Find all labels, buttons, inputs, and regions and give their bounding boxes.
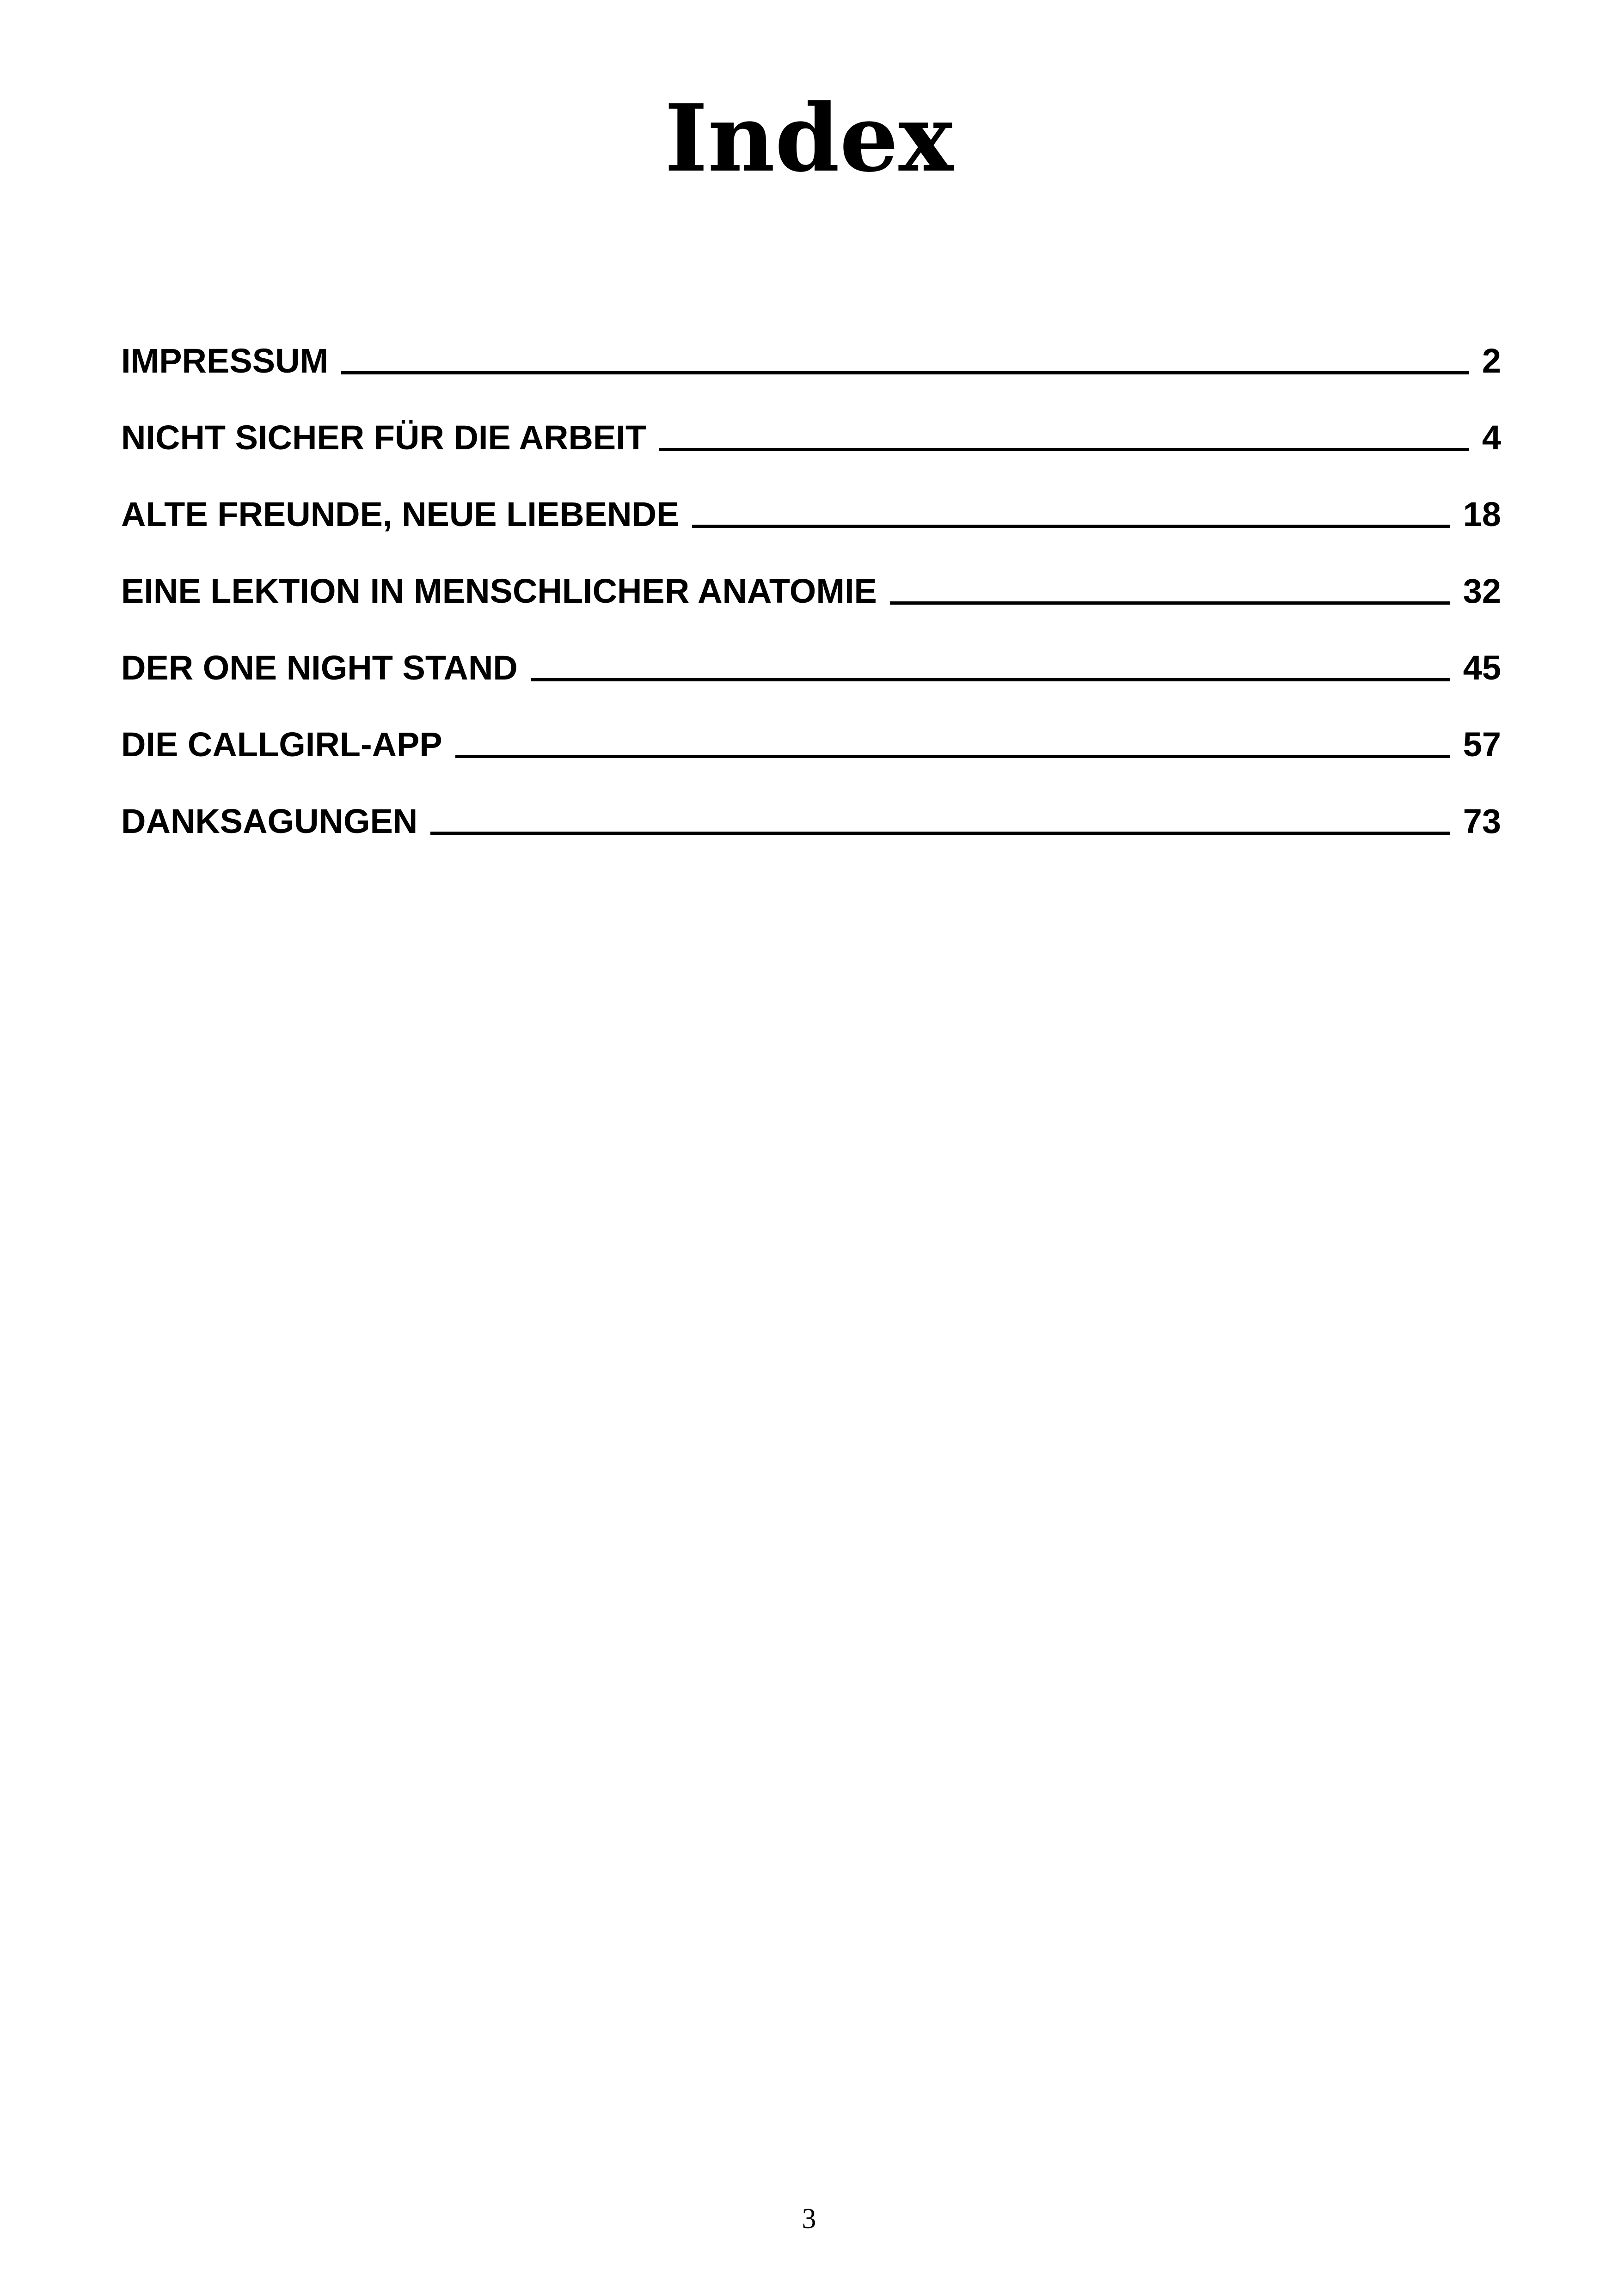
toc-entry-label: DANKSAGUNGEN: [121, 802, 418, 840]
toc-entry-page: 4: [1482, 418, 1501, 457]
toc-entry-page: 2: [1482, 342, 1501, 380]
toc-entry-nicht-sicher[interactable]: [121, 382, 1501, 459]
toc-entry-label: EINE LEKTION IN MENSCHLICHER ANATOMIE: [121, 572, 877, 610]
toc-entry-impressum[interactable]: [121, 305, 1501, 382]
toc-entry-label: NICHT SICHER FÜR DIE ARBEIT: [121, 418, 647, 457]
toc-entry-label: DER ONE NIGHT STAND: [121, 649, 518, 687]
toc-leader-line: [692, 525, 1450, 528]
page-title: Index: [664, 84, 954, 193]
page-number: 3: [802, 2203, 816, 2235]
toc-leader-line: [890, 601, 1450, 605]
toc-leader-line: [659, 448, 1469, 451]
toc-leader-line: [430, 832, 1450, 835]
toc-leader-line: [531, 678, 1450, 681]
toc-entry-one-night-stand[interactable]: [121, 612, 1501, 689]
toc-entry-callgirl-app[interactable]: [121, 689, 1501, 765]
table-of-contents: [121, 305, 1501, 842]
toc-entry-page: 32: [1463, 572, 1501, 610]
toc-entry-page: 18: [1463, 495, 1501, 533]
toc-entry-eine-lektion[interactable]: [121, 535, 1501, 612]
toc-entry-label: IMPRESSUM: [121, 342, 329, 380]
toc-leader-line: [455, 755, 1450, 758]
toc-entry-page: 45: [1463, 649, 1501, 687]
toc-entry-danksagungen[interactable]: [121, 765, 1501, 842]
toc-entry-label: ALTE FREUNDE, NEUE LIEBENDE: [121, 495, 680, 533]
toc-leader-line: [341, 371, 1469, 374]
toc-entry-page: 57: [1463, 725, 1501, 764]
toc-entry-page: 73: [1463, 802, 1501, 840]
toc-entry-label: DIE CALLGIRL-APP: [121, 725, 442, 764]
toc-entry-alte-freunde[interactable]: [121, 459, 1501, 535]
